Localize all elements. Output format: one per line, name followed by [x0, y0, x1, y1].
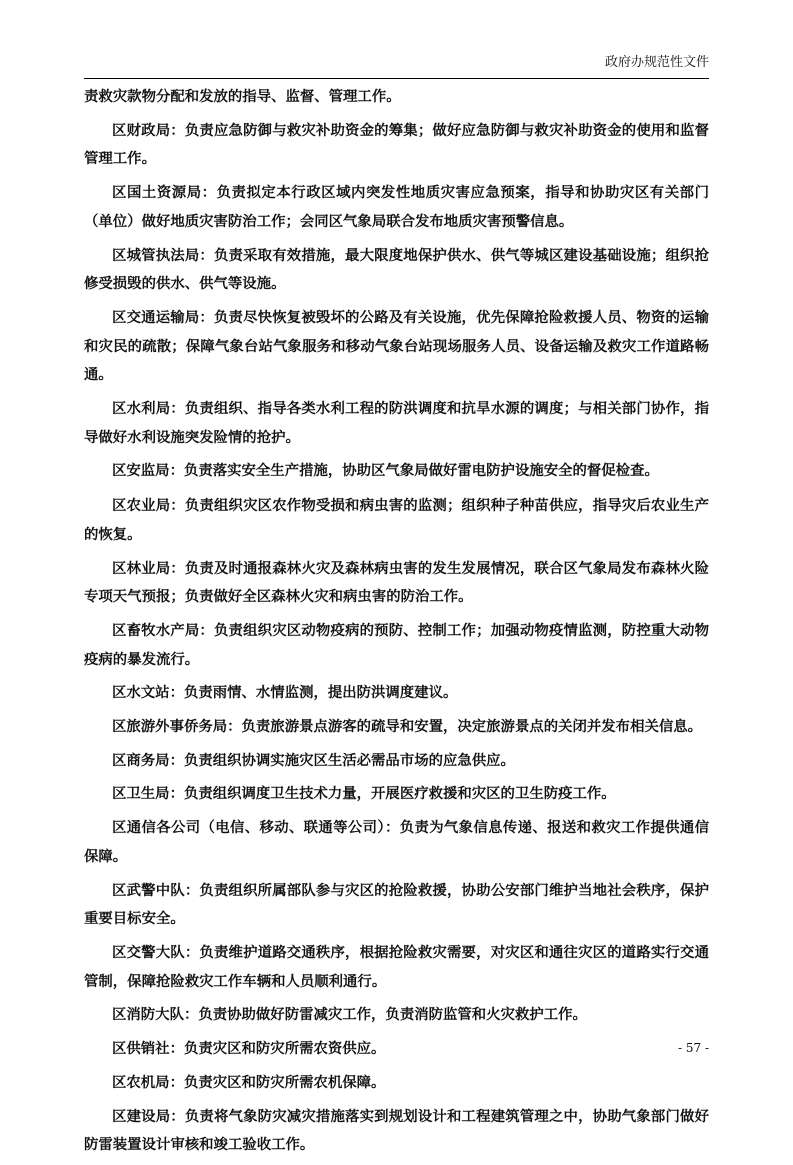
paragraph-commerce-bureau: 区商务局：负责组织协调实施灾区生活必需品市场的应急供应。 — [112, 751, 515, 769]
paragraph-agricultural-machinery-bureau: 区农机局：负责灾区和防灾所需农机保障。 — [112, 1073, 386, 1091]
paragraph-agriculture-bureau: 区农业局：负责组织灾区农作物受损和病虫害的监测；组织种子种苗供应，指导灾后农业生产的恢复。 — [84, 497, 709, 543]
paragraph-armed-police-squadron: 区武警中队：负责组织所属部队参与灾区的抢险救援，协助公安部门维护当地社会秩序，保护重要目标安全。 — [84, 881, 709, 928]
paragraph-fire-brigade: 区消防大队：负责协助做好防雷减灾工作，负责消防监管和火灾救护工作。 — [112, 1006, 587, 1024]
page-number: - 57 - — [677, 1041, 709, 1055]
paragraph-hydrology-station: 区水文站：负责雨情、水情监测，提出防洪调度建议。 — [112, 684, 458, 702]
document-category-label: 政府办规范性文件 — [604, 55, 709, 70]
paragraph-telecom-companies: 区通信各公司（电信、移动、联通等公司）：负责为气象信息传递、报送和救灾工作提供通信保障。 — [84, 819, 709, 865]
page-header — [84, 56, 709, 79]
paragraph-transport-bureau: 区交通运输局：负责尽快恢复被毁坏的公路及有关设施，优先保障抢险救援人员、物资的运输和灾民的疏散；保障气象台站气象服务和移动气象台站现场服务人员、设备运输及救灾工作道路畅通。 — [84, 308, 709, 384]
paragraph-forestry-bureau: 区林业局：负责及时通报森林火灾及森林病虫害的发生发展情况，联合区气象局发布森林火险专项天气预报；负责做好全区森林火灾和病虫害的防治工作。 — [84, 559, 709, 606]
paragraph-tourism-bureau: 区旅游外事侨务局：负责旅游景点游客的疏导和安置，决定旅游景点的关闭并发布相关信息。 — [112, 718, 703, 736]
paragraph-livestock-aquatic-bureau: 区畜牧水产局：负责组织灾区动物疫病的预防、控制工作；加强动物疫情监测，防控重大动物疫病的暴发流行。 — [84, 621, 709, 668]
paragraph-traffic-police-brigade: 区交警大队：负责维护道路交通秩序，根据抢险救灾需要，对灾区和通往灾区的道路实行交通管制，保障抢险救灾工作车辆和人员顺利通行。 — [84, 943, 709, 990]
paragraph-water-resources-bureau: 区水利局：负责组织、指导各类水利工程的防洪调度和抗旱水源的调度；与相关部门协作，指导做好水利设施突发险情的抢护。 — [84, 400, 709, 446]
paragraph-supply-marketing-cooperative: 区供销社：负责灾区和防灾所需农资供应。 — [112, 1040, 386, 1058]
paragraph-health-bureau: 区卫生局：负责组织调度卫生技术力量，开展医疗救援和灾区的卫生防疫工作。 — [112, 785, 616, 803]
document-body — [84, 83, 709, 1165]
paragraph-safety-supervision-bureau: 区安监局：负责落实安全生产措施，协助区气象局做好雷电防护设施安全的督促检查。 — [112, 462, 659, 480]
paragraph-land-resources-bureau: 区国土资源局：负责拟定本行政区域内突发性地质灾害应急预案，指导和协助灾区有关部门（单位）做好地质灾害防治工作；会同区气象局联合发布地质灾害预警信息。 — [84, 184, 709, 230]
paragraph-civil-affairs-continued: 责救灾款物分配和发放的指导、监督、管理工作。 — [84, 88, 401, 105]
paragraph-urban-management-bureau: 区城管执法局：负责采取有效措施，最大限度地保护供水、供气等城区建设基础设施；组织抢修受损毁的供水、供气等设施。 — [84, 246, 709, 293]
paragraph-construction-bureau: 区建设局：负责将气象防灾减灾措施落实到规划设计和工程建筑管理之中，协助气象部门做好防雷装置设计审核和竣工验收工作。 — [84, 1107, 709, 1154]
paragraph-finance-bureau: 区财政局：负责应急防御与救灾补助资金的筹集；做好应急防御与救灾补助资金的使用和监督管理工作。 — [84, 121, 709, 168]
